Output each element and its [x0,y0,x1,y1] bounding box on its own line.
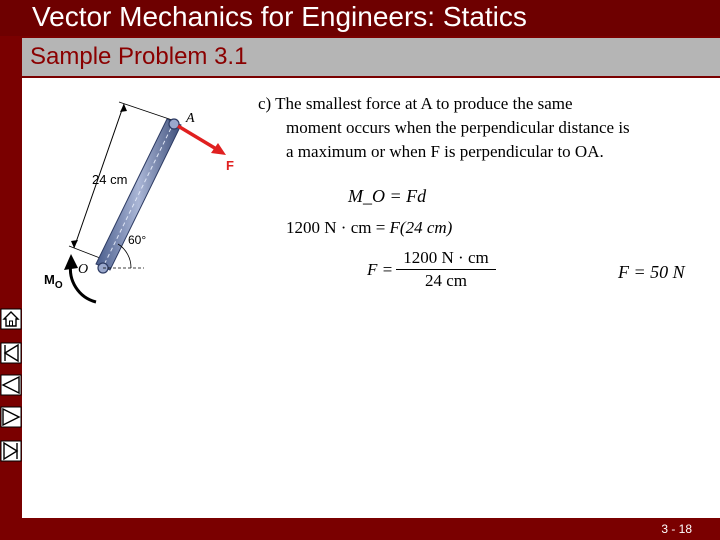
lever-arm [96,119,181,273]
home-icon[interactable] [0,308,22,330]
moment-label: $M_O$ [44,272,63,291]
slide-subtitle: Sample Problem 3.1 [30,43,248,70]
slide-content [22,78,720,518]
last-slide-icon[interactable] [0,440,22,462]
next-slide-icon[interactable] [0,406,22,428]
page-number: 3 - 18 [661,522,692,536]
problem-line-2: moment occurs when the perpendicular distance is [286,118,630,137]
problem-statement [258,92,698,164]
eq2-left: 1200 N · cm = [286,218,390,237]
problem-line-3: a maximum or when F is perpendicular to OA. [286,142,604,161]
label-A: A [186,111,195,126]
lever-figure [36,98,266,323]
eq3-numerator: 1200 N · cm [403,248,489,267]
subtitle-bar [22,38,720,76]
angle-label: 60° [128,233,147,247]
eq3-fraction [396,248,496,291]
equation-substitution [286,218,452,238]
eq3-denominator: 24 cm [424,271,468,290]
footer-bar [22,518,720,540]
length-label: 24 cm [92,172,128,187]
problem-line-1: c) The smallest force at A to produce the same [258,94,573,113]
result-force: F = 50 N [618,262,685,282]
eq3-lhs: F = [367,260,394,279]
force-arrow [178,126,218,150]
label-O: O [78,262,89,277]
equation-moment: M_O = Fd [348,186,427,206]
slide-title: Vector Mechanics for Engineers: Statics [32,1,527,32]
eq2-right: F(24 cm) [389,218,453,237]
label-F: F [226,158,234,173]
title-bar [0,0,720,36]
previous-slide-icon[interactable] [0,374,22,396]
first-slide-icon[interactable] [0,342,22,364]
